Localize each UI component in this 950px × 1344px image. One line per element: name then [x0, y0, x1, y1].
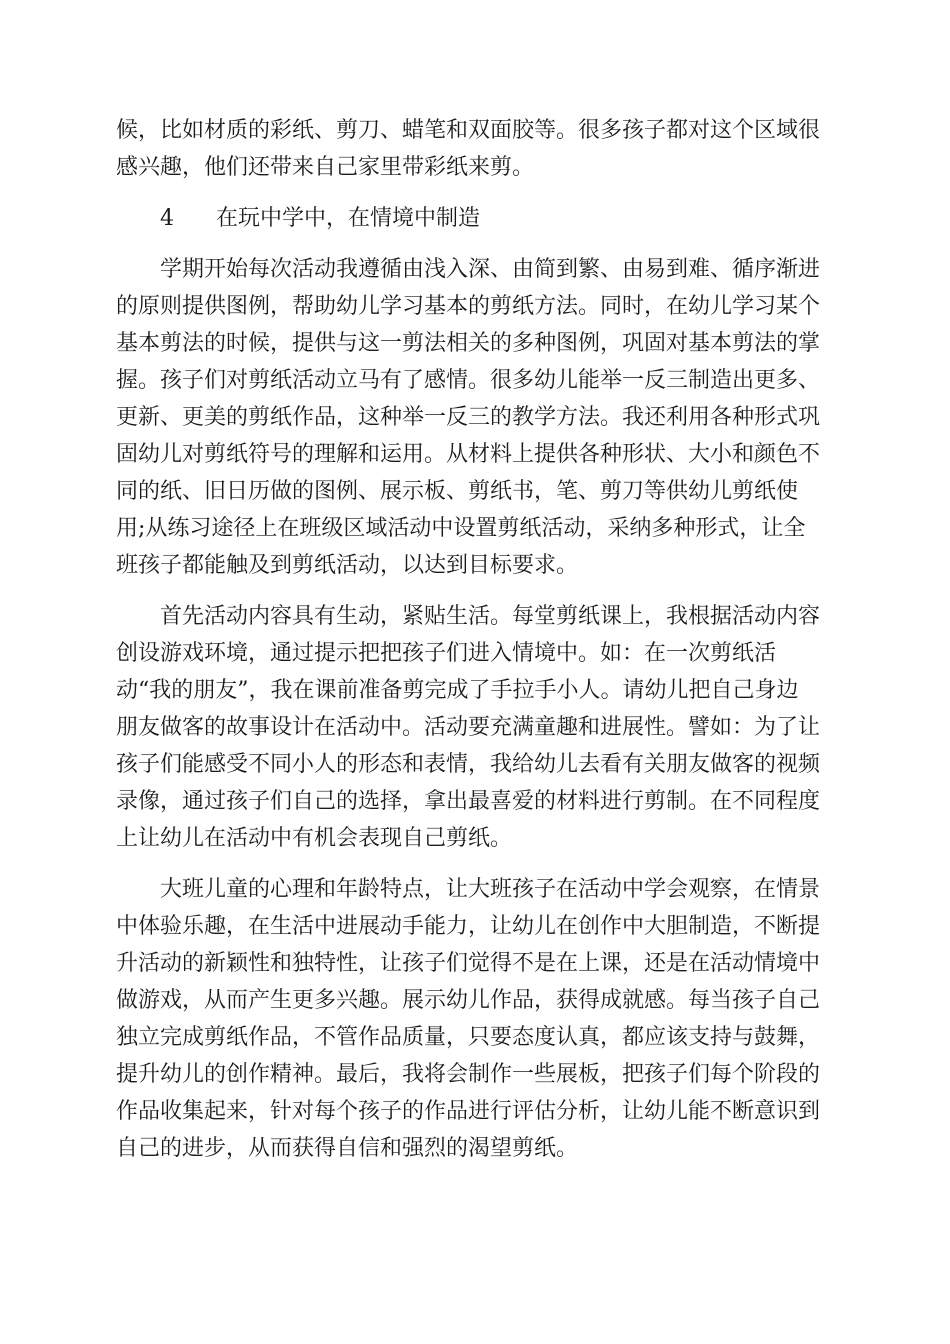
section-title: 在玩中学中，在情境中制造 [216, 206, 481, 231]
document-body [116, 112, 836, 1181]
text-line: 自己的进步，从而获得自信和强烈的渴望剪纸。 [116, 1136, 579, 1161]
text-line: 独立完成剪纸作品，不管作品质量，只要态度认真，都应该支持与鼓舞， [116, 1025, 821, 1050]
text-line: 朋友做客的故事设计在活动中。活动要充满童趣和进展性。譬如：为了让 [116, 715, 821, 740]
text-line: 创设游戏环境，通过提示把把孩子们进入情境中。如：在一次剪纸活 [116, 641, 777, 666]
text-line: 首先活动内容具有生动，紧贴生活。每堂剪纸课上，我根据活动内容 [160, 604, 821, 629]
text-line: 中体验乐趣，在生活中进展动手能力，让幼儿在创作中大胆制造，不断提 [116, 914, 821, 939]
text-line: 固幼儿对剪纸符号的理解和运用。从材料上提供各种形状、大小和颜色不 [116, 442, 821, 467]
text-line: 感兴趣，他们还带来自己家里带彩纸来剪。 [116, 155, 535, 180]
text-line: 提升幼儿的创作精神。最后，我将会制作一些展板，把孩子们每个阶段的 [116, 1062, 821, 1087]
paragraph-continuation [116, 112, 836, 186]
text-line: 用;从练习途径上在班级区域活动中设置剪纸活动，采纳多种形式，让全 [116, 516, 806, 541]
text-line: 候，比如材质的彩纸、剪刀、蜡笔和双面胶等。很多孩子都对这个区域很 [116, 118, 821, 143]
text-line: 的原则提供图例，帮助幼儿学习基本的剪纸方法。同时，在幼儿学习某个 [116, 294, 821, 319]
paragraph-1 [116, 251, 836, 584]
text-line: 做游戏，从而产生更多兴趣。展示幼儿作品，获得成就感。每当孩子自己 [116, 988, 821, 1013]
text-line: 学期开始每次活动我遵循由浅入深、由简到繁、由易到难、循序渐进 [160, 257, 821, 282]
text-line: 录像，通过孩子们自己的选择，拿出最喜爱的材料进行剪制。在不同程度 [116, 789, 821, 814]
section-number: 4 [160, 206, 174, 231]
section-heading [116, 200, 836, 237]
text-line: 基本剪法的时候，提供与这一剪法相关的多种图例，巩固对基本剪法的掌 [116, 331, 821, 356]
text-line: 作品收集起来，针对每个孩子的作品进行评估分析，让幼儿能不断意识到 [116, 1099, 821, 1124]
paragraph-3 [116, 871, 836, 1167]
text-line: 班孩子都能触及到剪纸活动，以达到目标要求。 [116, 553, 579, 578]
text-line: 升活动的新颖性和独特性，让孩子们觉得不是在上课，还是在活动情境中 [116, 951, 821, 976]
paragraph-2 [116, 598, 836, 857]
text-line: 上让幼儿在活动中有机会表现自己剪纸。 [116, 826, 513, 851]
text-line: 同的纸、旧日历做的图例、展示板、剪纸书，笔、剪刀等供幼儿剪纸使 [116, 479, 799, 504]
text-line: 孩子们能感受不同小人的形态和表情，我给幼儿去看有关朋友做客的视频 [116, 752, 821, 777]
text-line: 握。孩子们对剪纸活动立马有了感情。很多幼儿能举一反三制造出更多、 [116, 368, 821, 393]
text-line: 动“我的朋友”，我在课前准备剪完成了手拉手小人。请幼儿把自己身边 [116, 678, 799, 703]
text-line: 大班儿童的心理和年龄特点，让大班孩子在活动中学会观察，在情景 [160, 877, 821, 902]
text-line: 更新、更美的剪纸作品，这种举一反三的教学方法。我还利用各种形式巩 [116, 405, 821, 430]
